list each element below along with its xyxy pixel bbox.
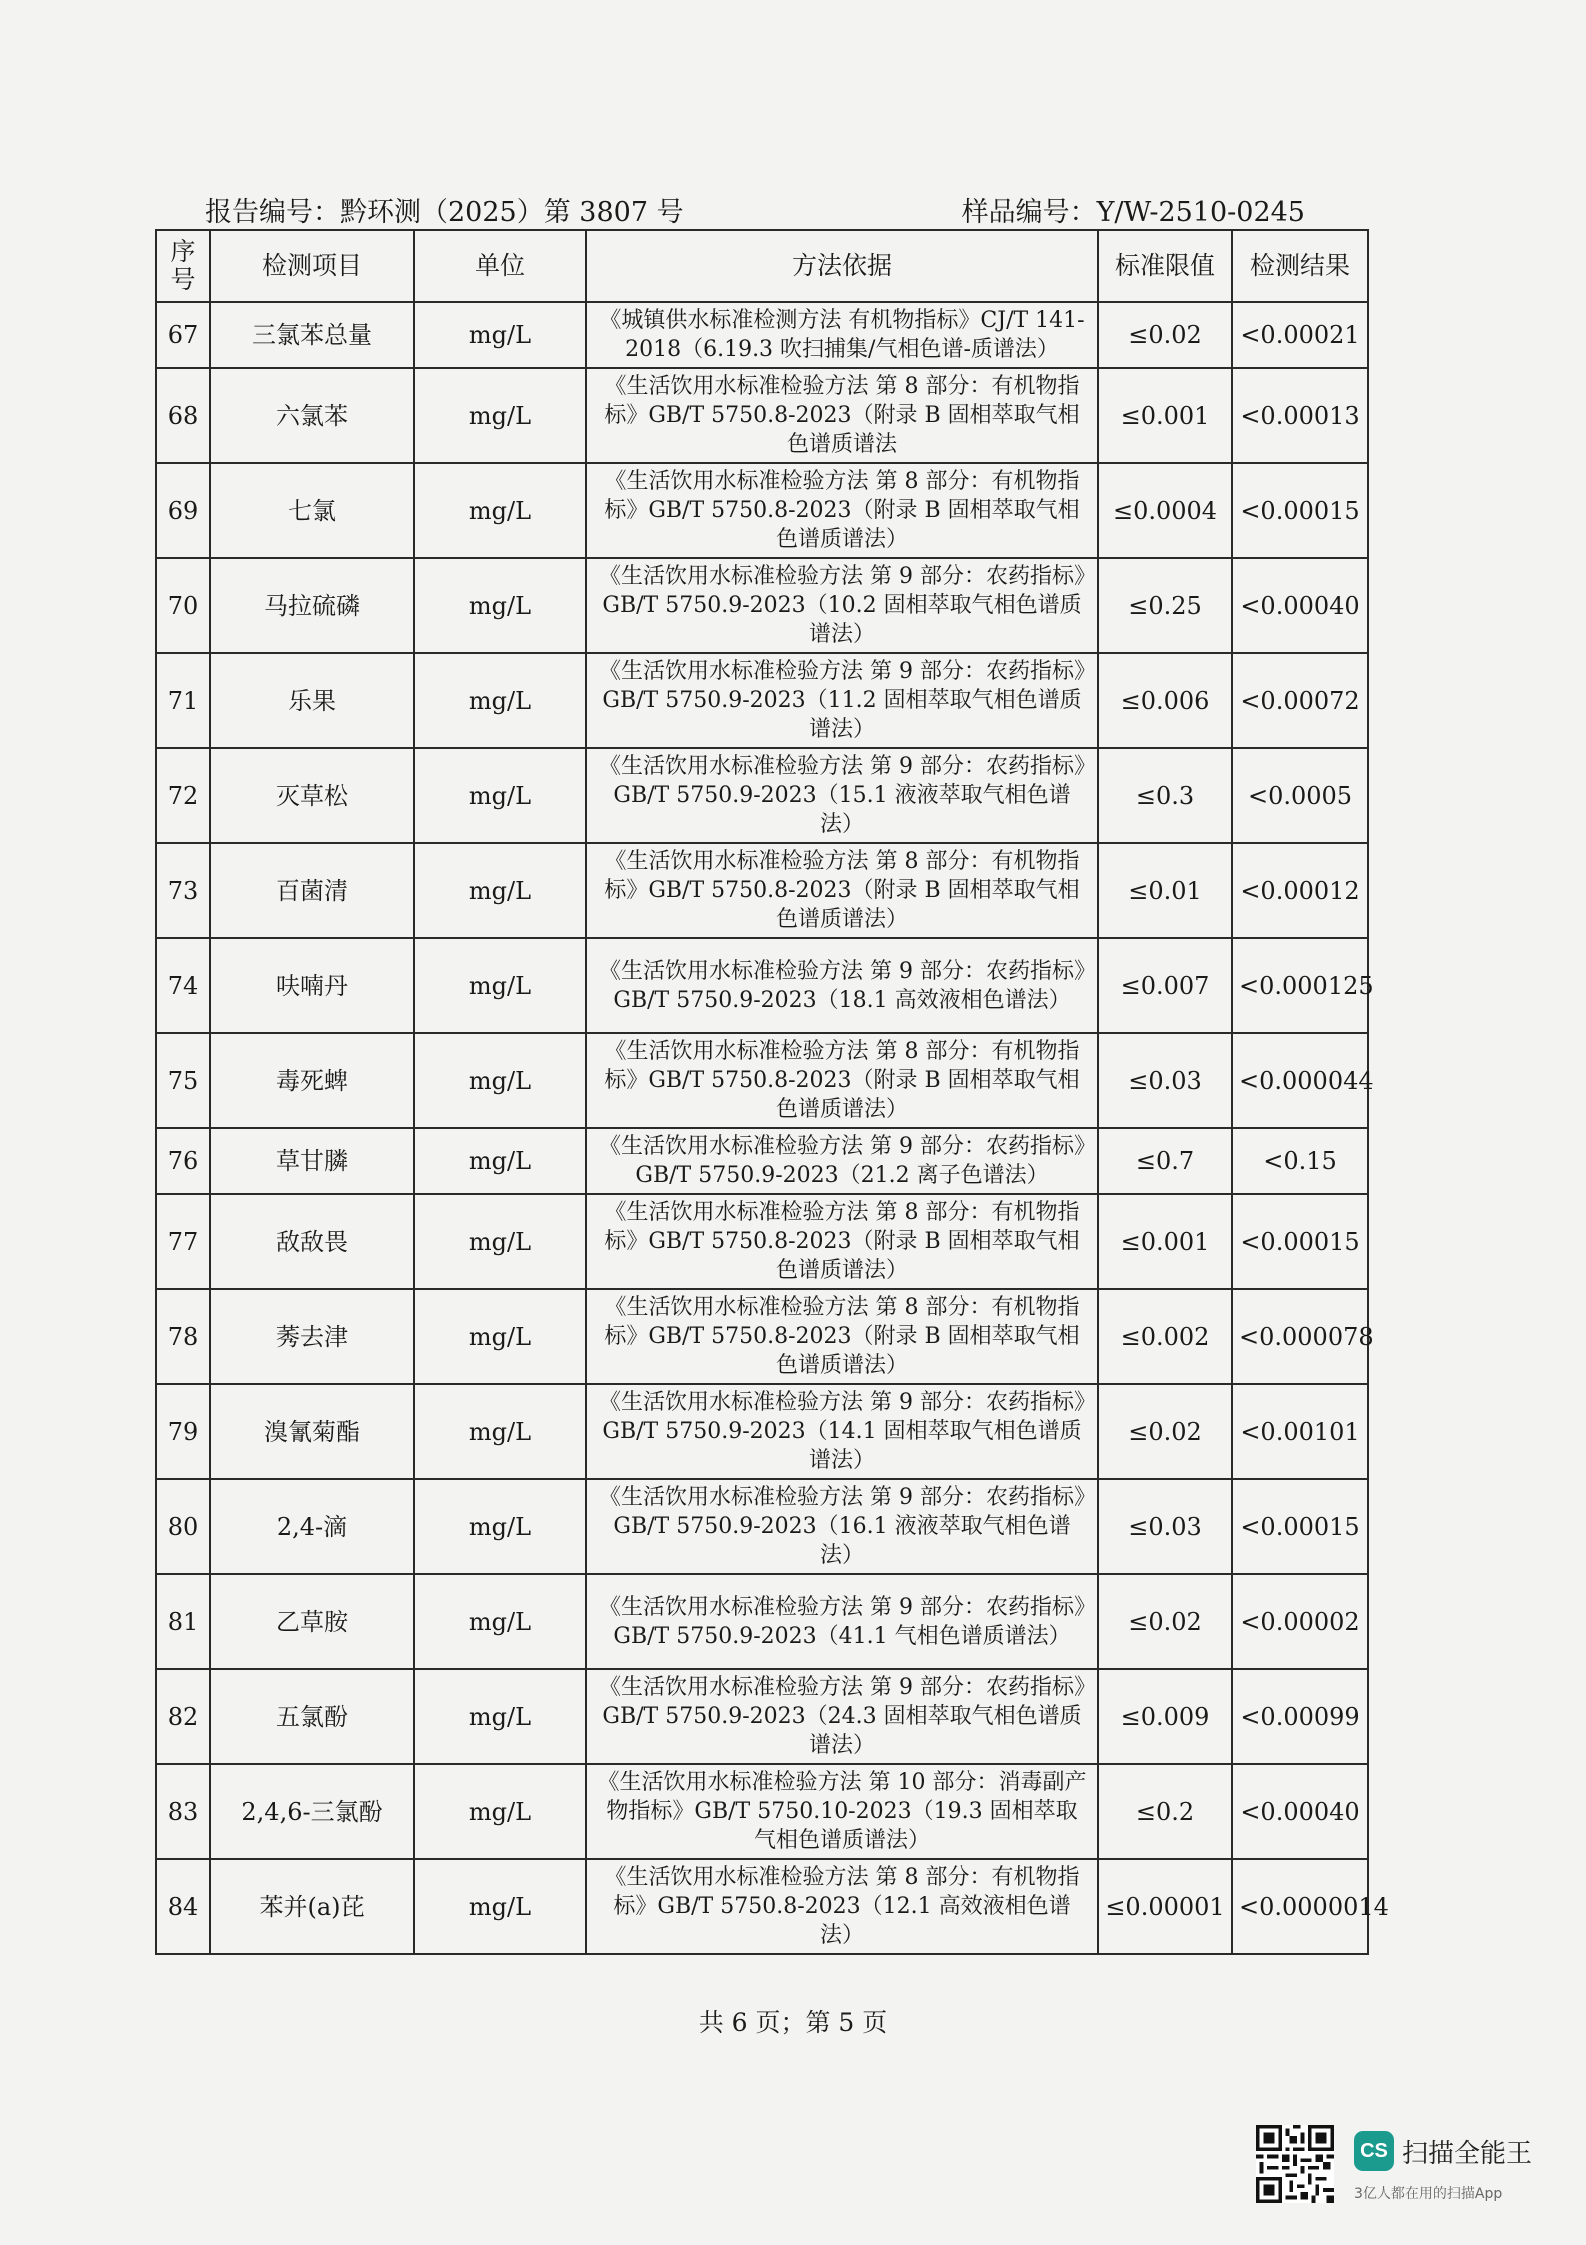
cell-item: 百菌清 — [210, 843, 414, 938]
cell-seq: 75 — [156, 1033, 210, 1128]
cell-item: 毒死蜱 — [210, 1033, 414, 1128]
cell-result: <0.00012 — [1232, 843, 1368, 938]
cell-method: 《生活饮用水标准检验方法 第 8 部分：有机物指标》GB/T 5750.8-2023（附录 B 固相萃取气相色谱质谱法） — [586, 1194, 1098, 1289]
cell-unit: mg/L — [414, 843, 586, 938]
cell-limit: ≤0.25 — [1098, 558, 1232, 653]
cell-method: 《生活饮用水标准检验方法 第 9 部分：农药指标》GB/T 5750.9-2023（16.1 液液萃取气相色谱法） — [586, 1479, 1098, 1574]
cell-seq: 69 — [156, 463, 210, 558]
cell-limit: ≤0.3 — [1098, 748, 1232, 843]
cell-seq: 71 — [156, 653, 210, 748]
cell-result: <0.00099 — [1232, 1669, 1368, 1764]
table-row — [156, 653, 1368, 748]
cell-method: 《城镇供水标准检测方法 有机物指标》CJ/T 141-2018（6.19.3 吹扫捕集/气相色谱-质谱法） — [586, 302, 1098, 368]
cell-item: 草甘膦 — [210, 1128, 414, 1194]
cell-limit: ≤0.03 — [1098, 1033, 1232, 1128]
cell-method: 《生活饮用水标准检验方法 第 8 部分：有机物指标》GB/T 5750.8-2023（12.1 高效液相色谱法） — [586, 1859, 1098, 1954]
cell-limit: ≤0.7 — [1098, 1128, 1232, 1194]
cell-result: <0.00072 — [1232, 653, 1368, 748]
cell-result: <0.00040 — [1232, 1764, 1368, 1859]
cell-seq: 80 — [156, 1479, 210, 1574]
cell-unit: mg/L — [414, 1859, 586, 1954]
col-header-method: 方法依据 — [586, 230, 1098, 302]
cell-item: 呋喃丹 — [210, 938, 414, 1033]
cell-method: 《生活饮用水标准检验方法 第 10 部分：消毒副产物指标》GB/T 5750.10-2023（19.3 固相萃取气相色谱质谱法） — [586, 1764, 1098, 1859]
cell-seq: 70 — [156, 558, 210, 653]
cell-result: <0.000044 — [1232, 1033, 1368, 1128]
cell-method: 《生活饮用水标准检验方法 第 9 部分：农药指标》GB/T 5750.9-2023（21.2 离子色谱法） — [586, 1128, 1098, 1194]
table-header-row — [156, 230, 1368, 302]
cell-result: <0.00015 — [1232, 1479, 1368, 1574]
cell-limit: ≤0.0004 — [1098, 463, 1232, 558]
cell-unit: mg/L — [414, 1479, 586, 1574]
cell-result: <0.00013 — [1232, 368, 1368, 463]
cell-unit: mg/L — [414, 463, 586, 558]
cell-unit: mg/L — [414, 1574, 586, 1669]
cell-unit: mg/L — [414, 938, 586, 1033]
cell-item: 五氯酚 — [210, 1669, 414, 1764]
table-row — [156, 748, 1368, 843]
cell-result: <0.000125 — [1232, 938, 1368, 1033]
cell-unit: mg/L — [414, 1384, 586, 1479]
cell-item: 马拉硫磷 — [210, 558, 414, 653]
cell-method: 《生活饮用水标准检验方法 第 9 部分：农药指标》GB/T 5750.9-2023（14.1 固相萃取气相色谱质谱法） — [586, 1384, 1098, 1479]
cell-method: 《生活饮用水标准检验方法 第 9 部分：农药指标》GB/T 5750.9-2023（24.3 固相萃取气相色谱质谱法） — [586, 1669, 1098, 1764]
cell-unit: mg/L — [414, 1194, 586, 1289]
sample-number: 样品编号：Y/W-2510-0245 — [961, 197, 1305, 228]
cell-limit: ≤0.01 — [1098, 843, 1232, 938]
app-name: 扫描全能王 — [1402, 2139, 1533, 2169]
cell-unit: mg/L — [414, 368, 586, 463]
cell-item: 六氯苯 — [210, 368, 414, 463]
cell-item: 2,4,6-三氯酚 — [210, 1764, 414, 1859]
cell-limit: ≤0.007 — [1098, 938, 1232, 1033]
report-number: 报告编号：黔环测（2025）第 3807 号 — [205, 197, 684, 228]
cell-item: 乐果 — [210, 653, 414, 748]
cell-item: 灭草松 — [210, 748, 414, 843]
cell-limit: ≤0.02 — [1098, 1384, 1232, 1479]
cell-limit: ≤0.00001 — [1098, 1859, 1232, 1954]
cell-result: <0.00002 — [1232, 1574, 1368, 1669]
cell-seq: 81 — [156, 1574, 210, 1669]
cell-result: <0.0005 — [1232, 748, 1368, 843]
table-row — [156, 1384, 1368, 1479]
cell-unit: mg/L — [414, 302, 586, 368]
cell-result: <0.000078 — [1232, 1289, 1368, 1384]
cell-limit: ≤0.2 — [1098, 1764, 1232, 1859]
cell-limit: ≤0.03 — [1098, 1479, 1232, 1574]
camscanner-logo-icon: CS — [1354, 2131, 1394, 2171]
cell-limit: ≤0.009 — [1098, 1669, 1232, 1764]
cell-unit: mg/L — [414, 1289, 586, 1384]
cell-unit: mg/L — [414, 748, 586, 843]
table-row — [156, 1669, 1368, 1764]
table-row — [156, 1859, 1368, 1954]
cell-limit: ≤0.001 — [1098, 1194, 1232, 1289]
app-tagline: 3亿人都在用的扫描App — [1354, 2186, 1503, 2202]
report-header — [205, 190, 1305, 230]
cell-item: 溴氰菊酯 — [210, 1384, 414, 1479]
cell-method: 《生活饮用水标准检验方法 第 9 部分：农药指标》GB/T 5750.9-2023（15.1 液液萃取气相色谱法） — [586, 748, 1098, 843]
cell-seq: 83 — [156, 1764, 210, 1859]
table-row — [156, 558, 1368, 653]
page-number: 共 6 页；第 5 页 — [698, 2008, 888, 2037]
cell-method: 《生活饮用水标准检验方法 第 8 部分：有机物指标》GB/T 5750.8-2023（附录 B 固相萃取气相色谱质谱法） — [586, 1033, 1098, 1128]
cell-seq: 74 — [156, 938, 210, 1033]
cell-method: 《生活饮用水标准检验方法 第 9 部分：农药指标》GB/T 5750.9-2023（18.1 高效液相色谱法） — [586, 938, 1098, 1033]
cell-result: <0.15 — [1232, 1128, 1368, 1194]
cell-seq: 72 — [156, 748, 210, 843]
table-row — [156, 1574, 1368, 1669]
cell-result: <0.00040 — [1232, 558, 1368, 653]
table-row — [156, 1479, 1368, 1574]
cell-seq: 77 — [156, 1194, 210, 1289]
cell-method: 《生活饮用水标准检验方法 第 9 部分：农药指标》GB/T 5750.9-2023（11.2 固相萃取气相色谱质谱法） — [586, 653, 1098, 748]
cell-item: 苯并(a)芘 — [210, 1859, 414, 1954]
cell-seq: 73 — [156, 843, 210, 938]
cell-seq: 82 — [156, 1669, 210, 1764]
cell-seq: 78 — [156, 1289, 210, 1384]
cell-unit: mg/L — [414, 1764, 586, 1859]
table-row — [156, 302, 1368, 368]
qr-code-icon — [1256, 2125, 1334, 2203]
cell-method: 《生活饮用水标准检验方法 第 8 部分：有机物指标》GB/T 5750.8-2023（附录 B 固相萃取气相色谱质谱法） — [586, 1289, 1098, 1384]
table-row — [156, 1194, 1368, 1289]
cell-item: 七氯 — [210, 463, 414, 558]
cell-unit: mg/L — [414, 1669, 586, 1764]
cell-result: <0.00015 — [1232, 463, 1368, 558]
col-header-result: 检测结果 — [1232, 230, 1368, 302]
cell-seq: 76 — [156, 1128, 210, 1194]
cell-unit: mg/L — [414, 558, 586, 653]
cell-result: <0.00021 — [1232, 302, 1368, 368]
cell-limit: ≤0.02 — [1098, 1574, 1232, 1669]
cell-item: 敌敌畏 — [210, 1194, 414, 1289]
table-row — [156, 368, 1368, 463]
cell-method: 《生活饮用水标准检验方法 第 8 部分：有机物指标》GB/T 5750.8-2023（附录 B 固相萃取气相色谱质谱法 — [586, 368, 1098, 463]
table-row — [156, 1128, 1368, 1194]
cell-unit: mg/L — [414, 1128, 586, 1194]
table-row — [156, 1289, 1368, 1384]
cell-item: 乙草胺 — [210, 1574, 414, 1669]
col-header-item: 检测项目 — [210, 230, 414, 302]
table-row — [156, 463, 1368, 558]
cell-method: 《生活饮用水标准检验方法 第 9 部分：农药指标》GB/T 5750.9-2023（10.2 固相萃取气相色谱质谱法） — [586, 558, 1098, 653]
cell-seq: 79 — [156, 1384, 210, 1479]
table-row — [156, 1033, 1368, 1128]
table-row — [156, 843, 1368, 938]
cell-result: <0.0000014 — [1232, 1859, 1368, 1954]
cell-limit: ≤0.02 — [1098, 302, 1232, 368]
table-row — [156, 938, 1368, 1033]
cell-limit: ≤0.006 — [1098, 653, 1232, 748]
cell-limit: ≤0.001 — [1098, 368, 1232, 463]
cell-result: <0.00015 — [1232, 1194, 1368, 1289]
cell-unit: mg/L — [414, 1033, 586, 1128]
cell-seq: 84 — [156, 1859, 210, 1954]
cell-unit: mg/L — [414, 653, 586, 748]
table-row — [156, 1764, 1368, 1859]
col-header-seq: 序号 — [156, 230, 210, 302]
cell-limit: ≤0.002 — [1098, 1289, 1232, 1384]
cell-method: 《生活饮用水标准检验方法 第 8 部分：有机物指标》GB/T 5750.8-2023（附录 B 固相萃取气相色谱质谱法） — [586, 463, 1098, 558]
cell-seq: 67 — [156, 302, 210, 368]
cell-item: 三氯苯总量 — [210, 302, 414, 368]
cell-seq: 68 — [156, 368, 210, 463]
col-header-unit: 单位 — [414, 230, 586, 302]
cell-method: 《生活饮用水标准检验方法 第 8 部分：有机物指标》GB/T 5750.8-2023（附录 B 固相萃取气相色谱质谱法） — [586, 843, 1098, 938]
col-header-limit: 标准限值 — [1098, 230, 1232, 302]
cell-item: 莠去津 — [210, 1289, 414, 1384]
cell-result: <0.00101 — [1232, 1384, 1368, 1479]
cell-method: 《生活饮用水标准检验方法 第 9 部分：农药指标》GB/T 5750.9-2023（41.1 气相色谱质谱法） — [586, 1574, 1098, 1669]
cell-item: 2,4-滴 — [210, 1479, 414, 1574]
results-table — [155, 229, 1389, 1955]
scanner-watermark — [1256, 2125, 1556, 2215]
